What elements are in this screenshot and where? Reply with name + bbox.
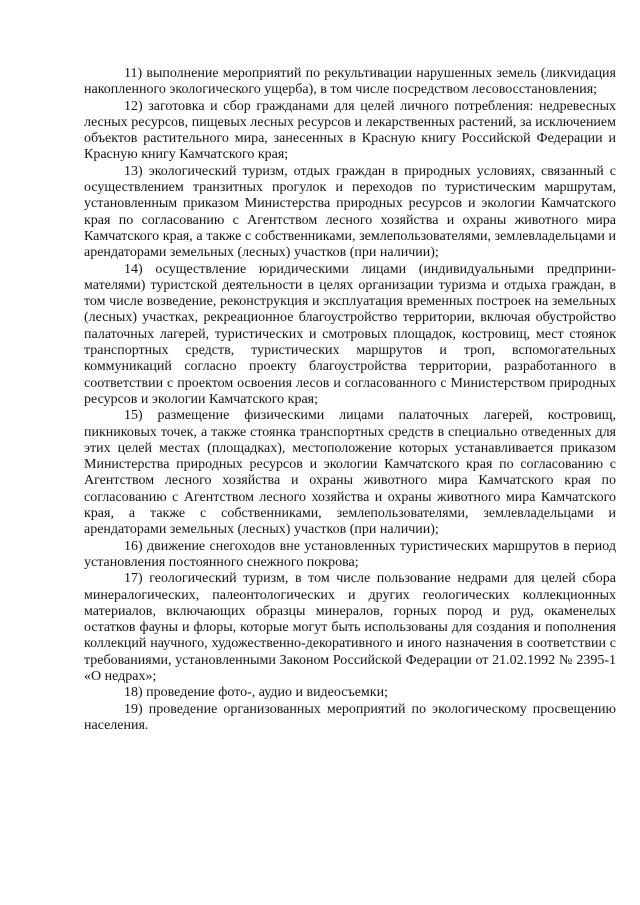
- paragraph-item-15: 15) размещение физическими лицами палаточных лагерей, костровищ, пикниковых точек, а также стоянка транспортных средств в специально отведенных для этих целей местах (площадках), местоположение которых устанавливается приказом Министерства природных ресурсов и экологии Камчатского края по согласованию с Агентством лесного хозяйства и охраны животного мира Камчатского края по согласованию с Агентством лесного хозяйства и охраны животного мира Камчатского края, а также с собственниками, землепользователями, землевладельцами и арендаторами земельных (лесных) участков (при наличии);: [84, 408, 616, 538]
- paragraph-item-14: 14) осуществление юридическими лицами (индивидуальными предпринимателями) туристской деятельности в целях организации туризма и отдыха граждан, в том числе возведение, реконструкция и эксплуатация временных построек на земельных (лесных) участках, рекреационное благоустройство территории, включая обустройство палаточных лагерей, туристических и смотровых площадок, костровищ, мест стоянок транспортных средств, туристических маршрутов и троп, вспомогательных коммуникаций согласно проекту благоустройства территории, разработанного в соответствии с проектом освоения лесов и согласованного с Министерством природных ресурсов и экологии Камчатского края;: [84, 261, 616, 407]
- paragraph-item-12: 12) заготовка и сбор гражданами для целей личного потребления: недревесных лесных ресурсов, пищевых лесных ресурсов и лекарственных растений, за исключением объектов растительного мира, занесенных в Красную книгу Российской Федерации и Красную книгу Камчатского края;: [84, 98, 616, 163]
- paragraph-item-19: 19) проведение организованных мероприятий по экологическому просвещению населения.: [84, 701, 616, 733]
- paragraph-item-18: 18) проведение фото-, аудио и видеосъемки;: [124, 685, 388, 701]
- paragraph-item-13: 13) экологический туризм, отдых граждан в природных условиях, связанный с осуществлением транзитных прогулок и переходов по туристическим маршрутам, установленным приказом Министерства природных ресурсов и экологии Камчатского края по согласованию с Агентством лесного хозяйства и охраны животного мира Камчатского края, а также с собственниками, землепользователями, землевладельцами и арендаторами земельных (лесных) участков (при наличии);: [84, 163, 616, 261]
- paragraph-item-17: 17) геологический туризм, в том числе пользование недрами для целей сбора минералогических, палеонтологических и других геологических коллекционных материалов, включающих образцы минералов, горных пород и руд, окаменелых остатков фауны и флоры, которые могут быть использованы для создания и пополнения коллекций научного, художественно-декоративного и иного назначения в соответствии с требованиями, установленными Законом Российской Федерации от 21.02.1992 № 2395-1 «О недрах»;: [84, 571, 616, 684]
- paragraph-item-16: 16) движение снегоходов вне установленных туристических маршрутов в период установления постоянного снежного покрова;: [84, 538, 616, 570]
- paragraph-item-11: 11) выполнение мероприятий по рекультивации нарушенных земель (ликvидация накопленного экологического ущерба), в том числе посредством лесовосстановления;: [84, 66, 616, 98]
- document-body: [84, 66, 616, 734]
